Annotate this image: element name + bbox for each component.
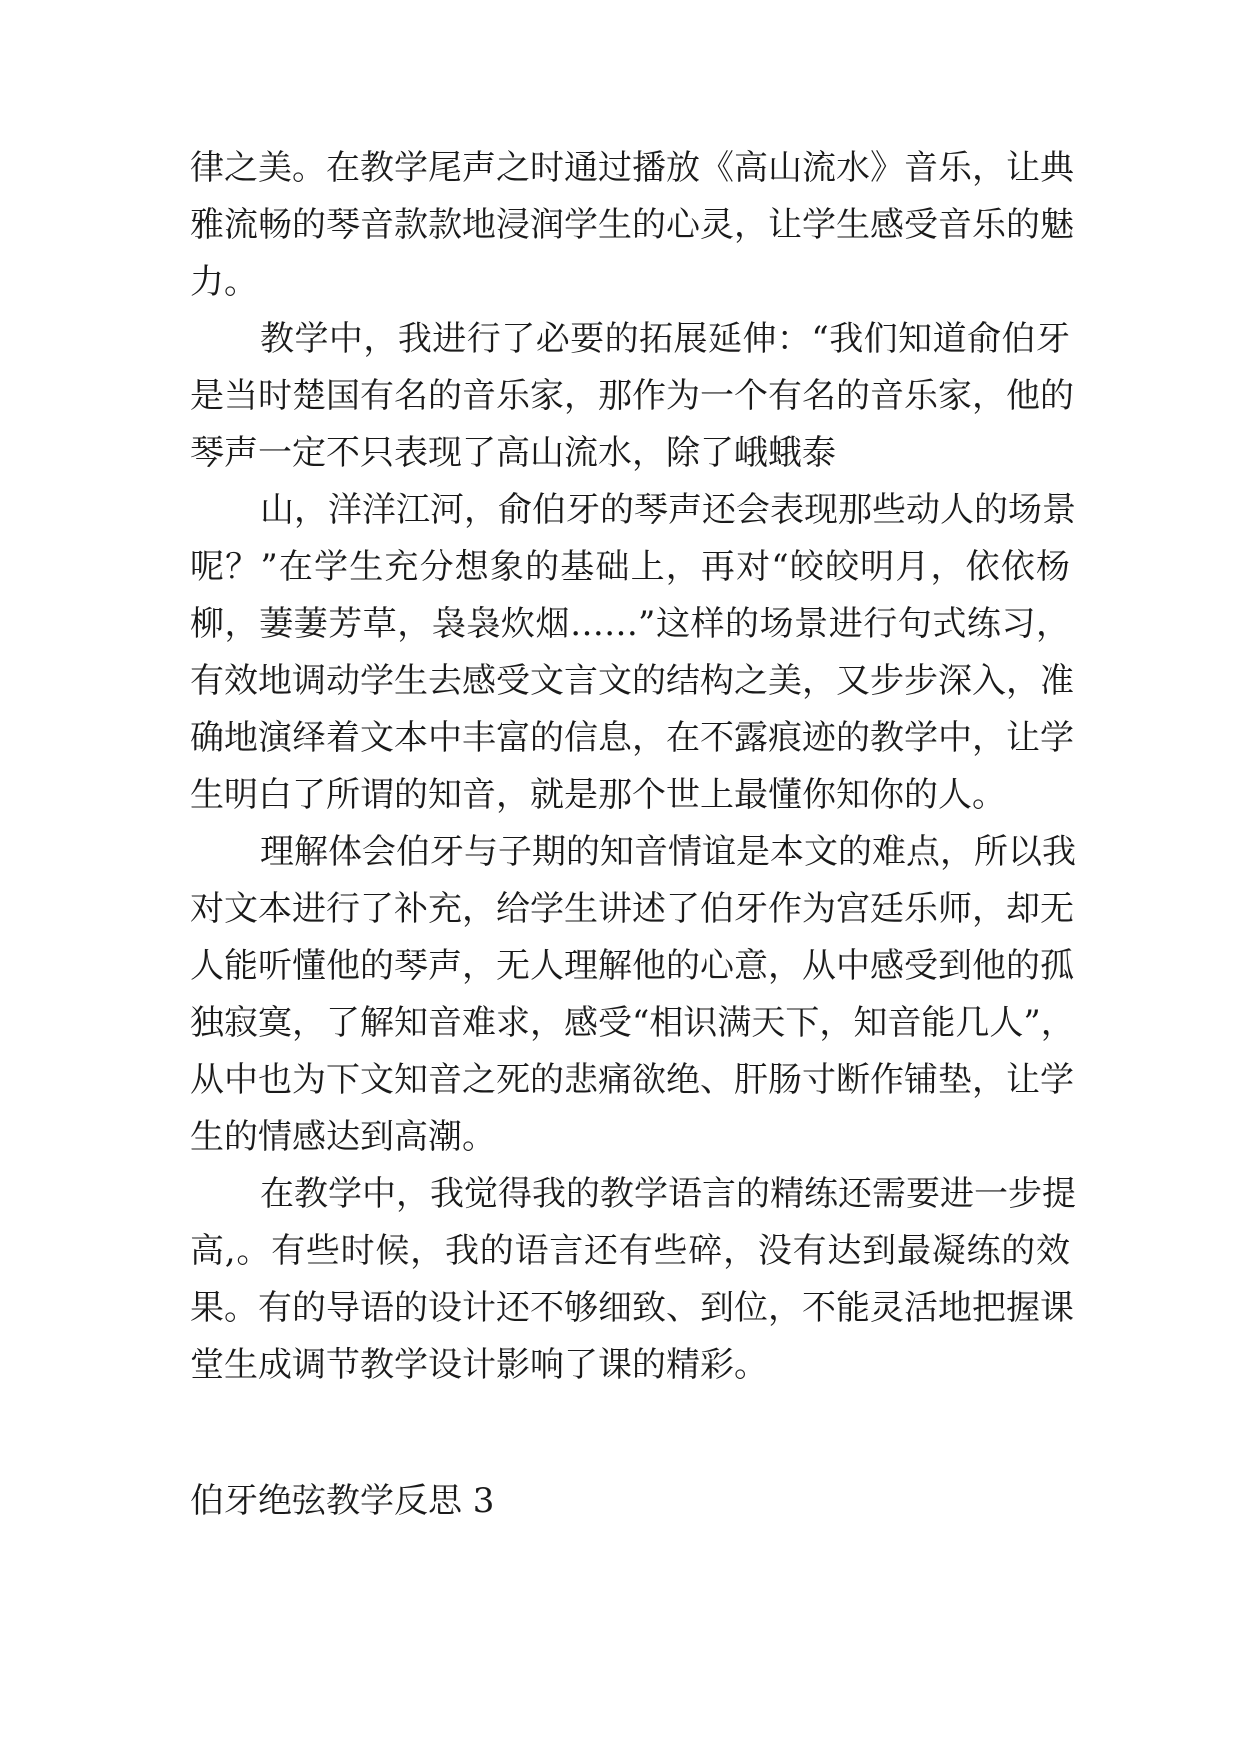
text-line: 确地演绎着文本中丰富的信息，在不露痕迹的教学中，让学 [190, 718, 1074, 758]
text-line: 生的情感达到高潮。 [190, 1117, 496, 1157]
text-line: 有效地调动学生去感受文言文的结构之美，又步步深入，准 [190, 661, 1074, 701]
section-heading: 伯牙绝弦教学反思 3 [190, 1481, 495, 1521]
text-line: 高,。有些时候，我的语言还有些碎，没有达到最凝练的效 [190, 1231, 1070, 1271]
text-line: 对文本进行了补充，给学生讲述了伯牙作为宫廷乐师，却无 [190, 889, 1074, 929]
paragraph-self-reflection [190, 1166, 1076, 1394]
paragraph-scene-practice [190, 482, 1076, 824]
text-line: 雅流畅的琴音款款地浸润学生的心灵，让学生感受音乐的魅 [190, 205, 1074, 245]
text-line: 生明白了所谓的知音，就是那个世上最懂你知你的人。 [190, 775, 1006, 815]
text-line: 果。有的导语的设计还不够细致、到位，不能灵活地把握课 [190, 1288, 1074, 1328]
text-line: 力。 [190, 262, 258, 302]
text-line: 堂生成调节教学设计影响了课的精彩。 [190, 1345, 768, 1385]
text-line: 柳，萋萋芳草，袅袅炊烟……”这样的场景进行句式练习， [190, 604, 1070, 644]
text-line: 教学中，我进行了必要的拓展延伸：“我们知道俞伯牙 [260, 319, 1070, 359]
text-line: 理解体会伯牙与子期的知音情谊是本文的难点，所以我 [260, 832, 1076, 872]
text-line: 人能听懂他的琴声，无人理解他的心意，从中感受到他的孤 [190, 946, 1074, 986]
paragraph-extension [190, 311, 1074, 482]
text-line: 呢？”在学生充分想象的基础上，再对“皎皎明月，依依杨 [190, 547, 1070, 587]
paragraph-music-ending [190, 140, 1074, 311]
text-line: 山，洋洋江河，俞伯牙的琴声还会表现那些动人的场景 [260, 490, 1076, 530]
text-line: 在教学中，我觉得我的教学语言的精练还需要进一步提 [260, 1174, 1076, 1214]
text-line: 律之美。在教学尾声之时通过播放《高山流水》音乐，让典 [190, 148, 1074, 188]
text-line: 是当时楚国有名的音乐家，那作为一个有名的音乐家，他的 [190, 376, 1074, 416]
text-line: 琴声一定不只表现了高山流水，除了峨蛾泰 [190, 433, 836, 473]
paragraph-friendship [190, 824, 1076, 1166]
text-line: 从中也为下文知音之死的悲痛欲绝、肝肠寸断作铺垫，让学 [190, 1060, 1074, 1100]
text-line: 独寂寞，了解知音难求，感受“相识满天下，知音能几人”， [190, 1003, 1075, 1043]
